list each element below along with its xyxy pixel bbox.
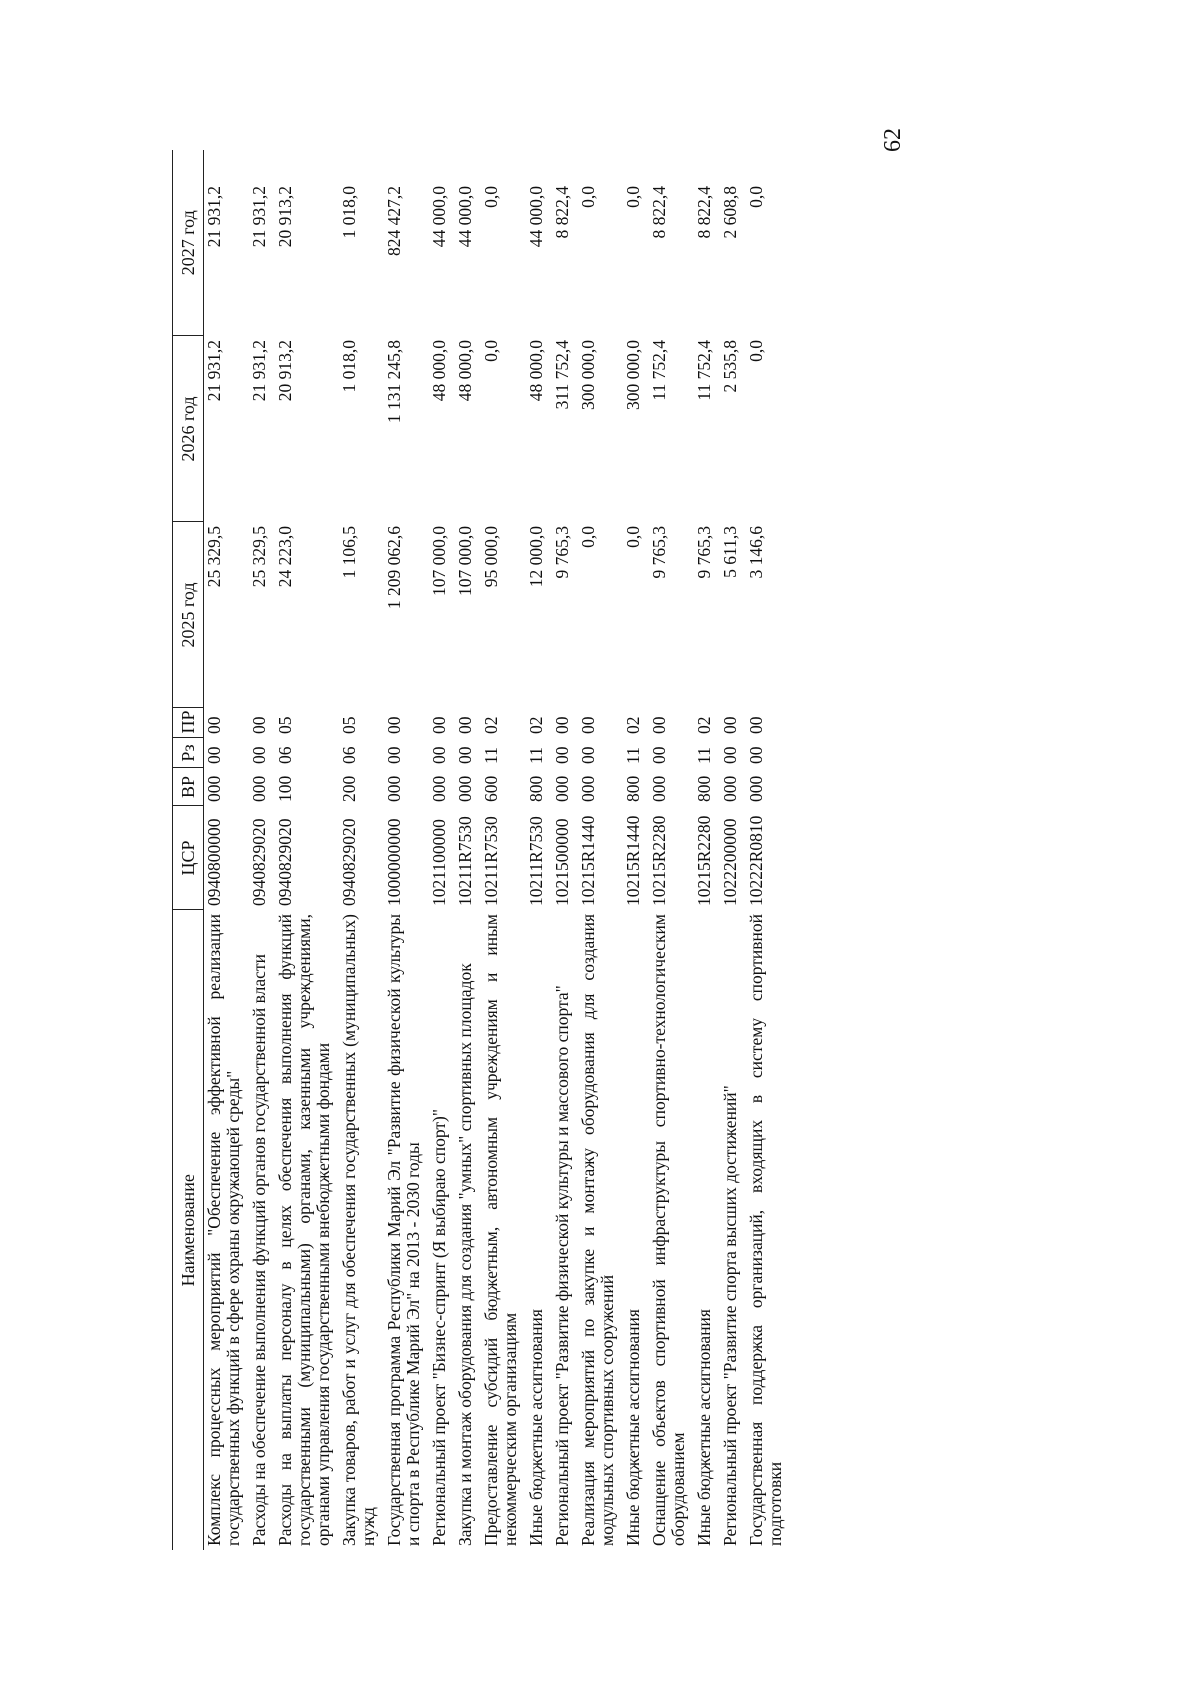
table-row: [204, 150, 250, 1550]
table-row: [746, 150, 791, 1550]
row-name: Государственная программа Республики Марий Эл "Развитие физической культуры и спорта в Республике Марий Эл" на 2013 - 2030 годы: [384, 914, 423, 1546]
table-row: [429, 150, 455, 1550]
row-2025: 107 000,0: [455, 526, 475, 596]
row-rz: 00: [720, 746, 740, 764]
row-rz: 11: [623, 747, 643, 764]
row-pr: 00: [204, 716, 224, 734]
row-2026: 1 131 245,8: [384, 340, 404, 424]
row-vr: 000: [578, 775, 598, 802]
row-csr: 10215R2280: [649, 815, 669, 906]
row-2025: 5 611,3: [720, 526, 740, 578]
row-csr: 10215R2280: [694, 815, 714, 906]
row-rz: 11: [694, 747, 714, 764]
row-name: Оснащение объектов спортивной инфраструктуры спортивно-технологическим оборудованием: [649, 914, 688, 1546]
row-2027: 0,0: [746, 186, 766, 208]
row-rz: 11: [481, 747, 501, 764]
row-2026: 311 752,4: [552, 340, 572, 410]
table-row: [384, 150, 429, 1550]
header-2027: 2027 год: [173, 150, 204, 336]
header-vr: ВР: [173, 768, 204, 806]
row-name: Региональный проект "Развитие физической культуры и массового спорта": [552, 985, 572, 1546]
row-2027: 8 822,4: [694, 186, 714, 239]
row-2027: 2 608,8: [720, 186, 740, 239]
row-2025: 12 000,0: [526, 526, 546, 588]
table-row: [481, 150, 526, 1550]
row-csr: 0940800000: [204, 818, 224, 906]
header-rz: Рз: [173, 738, 204, 768]
row-vr: 000: [429, 775, 449, 802]
row-2026: 11 752,4: [649, 340, 669, 401]
row-rz: 06: [339, 746, 359, 764]
row-vr: 000: [455, 775, 475, 802]
row-2027: 21 931,2: [204, 186, 224, 248]
row-2027: 44 000,0: [455, 186, 475, 248]
row-2026: 300 000,0: [578, 340, 598, 410]
row-name: Иные бюджетные ассигнования: [623, 1309, 643, 1546]
row-2026: 48 000,0: [455, 340, 475, 402]
row-csr: 0940829020: [339, 818, 359, 906]
row-pr: 00: [429, 716, 449, 734]
table-row: [249, 150, 275, 1550]
row-2027: 1 018,0: [339, 186, 359, 239]
row-pr: 00: [249, 716, 269, 734]
row-name: Иные бюджетные ассигнования: [526, 1309, 546, 1546]
row-pr: 05: [275, 716, 295, 734]
table-header: [173, 150, 204, 1550]
row-name: Комплекс процессных мероприятий "Обеспечение эффективной реализации государственных функций в сфере охраны окружающей среды": [204, 914, 243, 1546]
table-row: [649, 150, 694, 1550]
row-csr: 1000000000: [384, 818, 404, 906]
row-pr: 00: [455, 716, 475, 734]
row-2027: 0,0: [623, 186, 643, 208]
row-rz: 00: [429, 746, 449, 764]
row-pr: 02: [481, 716, 501, 734]
row-pr: 00: [649, 716, 669, 734]
row-pr: 02: [526, 716, 546, 734]
row-csr: 10215R1440: [623, 815, 643, 906]
row-name: Иные бюджетные ассигнования: [694, 1309, 714, 1546]
row-csr: 10211R7530: [455, 816, 475, 906]
row-vr: 000: [552, 775, 572, 802]
row-csr: 1021500000: [552, 818, 572, 906]
row-2025: 1 106,5: [339, 526, 359, 579]
row-2026: 11 752,4: [694, 340, 714, 401]
row-2026: 2 535,8: [720, 340, 740, 393]
row-vr: 200: [339, 775, 359, 802]
row-2027: 44 000,0: [526, 186, 546, 248]
table-row: [275, 150, 339, 1550]
row-2025: 95 000,0: [481, 526, 501, 588]
row-rz: 00: [578, 746, 598, 764]
row-vr: 000: [204, 775, 224, 802]
table-row: [455, 150, 481, 1550]
row-rz: 00: [649, 746, 669, 764]
row-2026: 20 913,2: [275, 340, 295, 402]
row-vr: 800: [694, 775, 714, 802]
row-2025: 0,0: [578, 526, 598, 548]
row-pr: 00: [384, 716, 404, 734]
table-row: [552, 150, 578, 1550]
row-name: Расходы на выплаты персоналу в целях обеспечения выполнения функций государственными (муниципальными) органами, казенными учреждениями, органами управления государственными внебюджетными фондами: [275, 914, 333, 1546]
row-pr: 00: [746, 716, 766, 734]
row-name: Региональный проект "Бизнес-спринт (Я выбираю спорт)": [429, 1109, 449, 1546]
row-vr: 000: [649, 775, 669, 802]
table-row: [623, 150, 649, 1550]
row-rz: 00: [455, 746, 475, 764]
row-2027: 0,0: [481, 186, 501, 208]
row-pr: 02: [694, 716, 714, 734]
row-2026: 21 931,2: [249, 340, 269, 402]
row-pr: 00: [720, 716, 740, 734]
row-2025: 3 146,6: [746, 526, 766, 579]
row-vr: 000: [384, 775, 404, 802]
row-2026: 0,0: [746, 340, 766, 362]
row-rz: 00: [552, 746, 572, 764]
row-2025: 25 329,5: [204, 526, 224, 588]
row-2026: 0,0: [481, 340, 501, 362]
row-csr: 10222R0810: [746, 815, 766, 906]
row-pr: 00: [578, 716, 598, 734]
table-body: [204, 150, 792, 1550]
row-rz: 06: [275, 746, 295, 764]
row-2027: 8 822,4: [649, 186, 669, 239]
row-2025: 9 765,3: [649, 526, 669, 579]
header-2026: 2026 год: [173, 336, 204, 522]
row-csr: 1021100000: [429, 819, 449, 906]
row-rz: 11: [526, 747, 546, 764]
row-2027: 21 931,2: [249, 186, 269, 248]
row-2027: 824 427,2: [384, 186, 404, 256]
row-2025: 25 329,5: [249, 526, 269, 588]
row-name: Предоставление субсидий бюджетным, автономным учреждениям и иным некоммерческим организациям: [481, 914, 520, 1546]
row-vr: 600: [481, 775, 501, 802]
row-name: Закупка товаров, работ и услуг для обеспечения государственных (муниципальных) нужд: [339, 914, 378, 1546]
row-2027: 44 000,0: [429, 186, 449, 248]
row-csr: 0940829020: [275, 818, 295, 906]
table-row: [720, 150, 746, 1550]
budget-table: [172, 150, 791, 1550]
row-pr: 00: [552, 716, 572, 734]
row-2025: 1 209 062,6: [384, 526, 404, 610]
row-name: Государственная поддержка организаций, входящих в систему спортивной подготовки: [746, 914, 785, 1546]
header-csr: ЦСР: [173, 806, 204, 910]
row-csr: 10215R1440: [578, 815, 598, 906]
row-2025: 107 000,0: [429, 526, 449, 596]
page-number: 62: [880, 128, 906, 152]
header-name: Наименование: [173, 910, 204, 1550]
row-csr: 1022200000: [720, 818, 740, 906]
row-vr: 800: [623, 775, 643, 802]
row-2027: 20 913,2: [275, 186, 295, 248]
row-vr: 000: [746, 775, 766, 802]
row-pr: 05: [339, 716, 359, 734]
row-rz: 00: [746, 746, 766, 764]
row-2026: 300 000,0: [623, 340, 643, 410]
row-2026: 48 000,0: [526, 340, 546, 402]
table-row: [526, 150, 552, 1550]
row-rz: 00: [249, 746, 269, 764]
table-row: [694, 150, 720, 1550]
row-rz: 00: [204, 746, 224, 764]
row-name: Региональный проект "Развитие спорта высших достижений": [720, 1085, 740, 1546]
row-name: Расходы на обеспечение выполнения функций органов государственной власти: [249, 954, 269, 1546]
row-2027: 0,0: [578, 186, 598, 208]
header-2025: 2025 год: [173, 522, 204, 708]
row-rz: 00: [384, 746, 404, 764]
row-name: Закупка и монтаж оборудования для создания "умных" спортивных площадок: [455, 963, 475, 1546]
row-csr: 10211R7530: [481, 816, 501, 906]
row-2025: 9 765,3: [694, 526, 714, 579]
row-2025: 0,0: [623, 526, 643, 548]
row-2025: 24 223,0: [275, 526, 295, 588]
table-row: [578, 150, 623, 1550]
row-2027: 8 822,4: [552, 186, 572, 239]
row-2026: 48 000,0: [429, 340, 449, 402]
row-csr: 10211R7530: [526, 816, 546, 906]
row-vr: 000: [720, 775, 740, 802]
row-vr: 100: [275, 775, 295, 802]
rotated-table-container: [172, 150, 791, 1550]
row-2026: 21 931,2: [204, 340, 224, 402]
row-name: Реализация мероприятий по закупке и монтажу оборудования для создания модульных спортивных сооружений: [578, 914, 617, 1546]
row-csr: 0940829020: [249, 818, 269, 906]
row-2026: 1 018,0: [339, 340, 359, 393]
row-vr: 800: [526, 775, 546, 802]
row-2025: 9 765,3: [552, 526, 572, 579]
row-pr: 02: [623, 716, 643, 734]
table-row: [339, 150, 384, 1550]
header-pr: ПР: [173, 708, 204, 738]
row-vr: 000: [249, 775, 269, 802]
